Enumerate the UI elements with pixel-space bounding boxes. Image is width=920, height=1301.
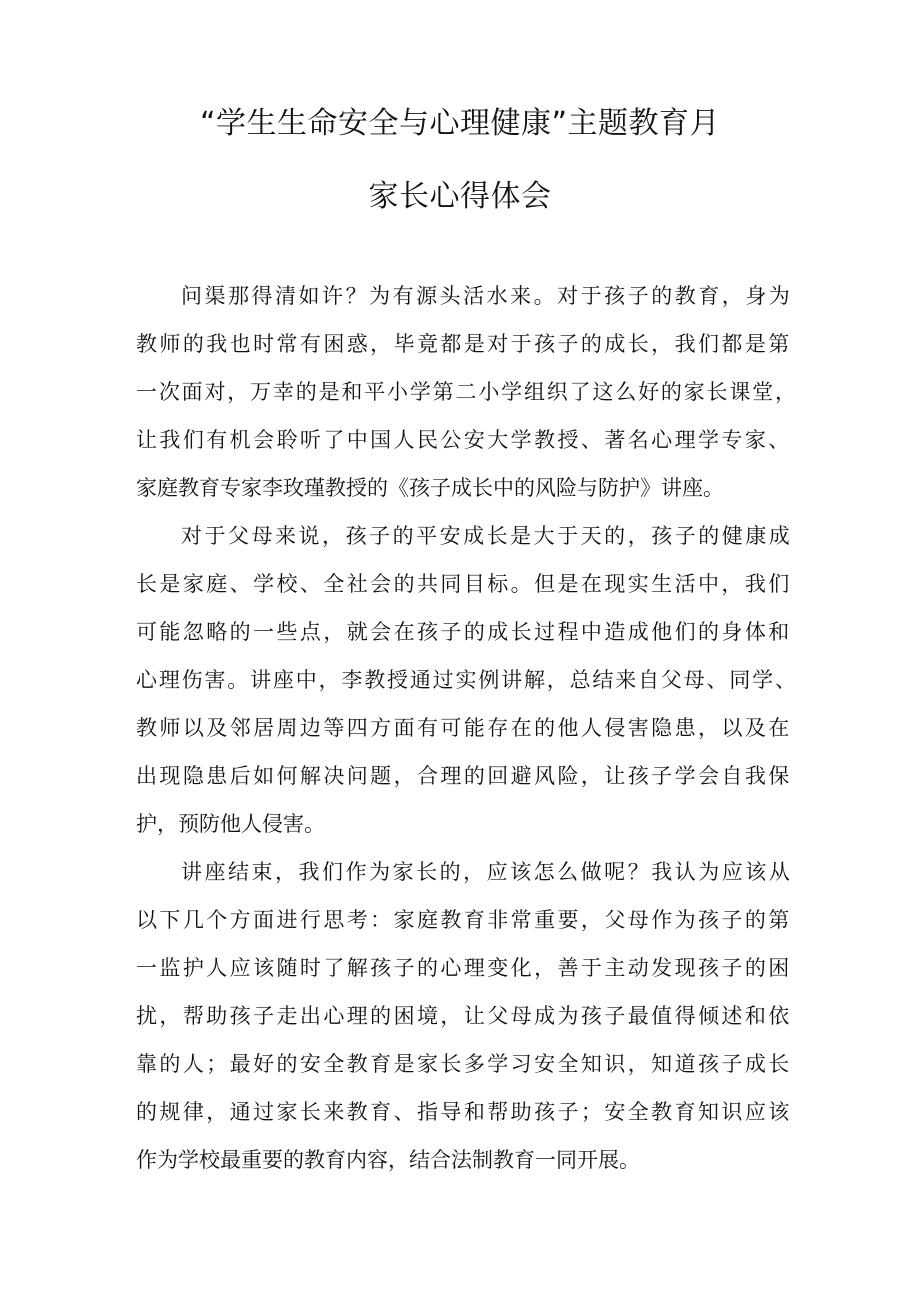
paragraph-2-line-3: 可能忽略的一些点，就会在孩子的成长过程中造成他们的身体和 (136, 620, 792, 644)
paragraph-1-line-4: 让我们有机会聆听了中国人民公安大学教授、著名心理学专家、 (136, 428, 792, 452)
document-title-line-2: 家长心得体会 (368, 179, 552, 214)
paragraph-2-line-1: 对于父母来说，孩子的平安成长是大于天的，孩子的健康成 (181, 524, 793, 548)
paragraph-3-line-5: 靠的人；最好的安全教育是家长多学习安全知识，知道孩子成长 (136, 1052, 792, 1076)
paragraph-3-line-6: 的规律，通过家长来教育、指导和帮助孩子；安全教育知识应该 (136, 1100, 792, 1124)
document-title-line-1: “学生生命安全与心理健康”主题教育月 (199, 106, 721, 141)
paragraph-2-line-7: 护，预防他人侵害。 (136, 812, 325, 836)
paragraph-2-line-2: 长是家庭、学校、全社会的共同目标。但是在现实生活中，我们 (136, 572, 792, 596)
paragraph-2-line-4: 心理伤害。讲座中，李教授通过实例讲解，总结来自父母、同学、 (136, 668, 798, 692)
paragraph-2-line-5: 教师以及邻居周边等四方面有可能存在的他人侵害隐患，以及在 (136, 716, 792, 740)
paragraph-3-line-3: 一监护人应该随时了解孩子的心理变化，善于主动发现孩子的困 (136, 956, 792, 980)
paragraph-1-line-5: 家庭教育专家李玫瑾教授的《孩子成长中的风险与防护》讲座。 (136, 476, 724, 500)
paragraph-3-line-1: 讲座结束，我们作为家长的，应该怎么做呢？我认为应该从 (181, 860, 793, 884)
paragraph-3-line-4: 扰，帮助孩子走出心理的困境，让父母成为孩子最值得倾述和依 (136, 1004, 792, 1028)
paragraph-2-line-6: 出现隐患后如何解决问题，合理的回避风险，让孩子学会自我保 (136, 764, 792, 788)
paragraph-1-line-2: 教师的我也时常有困惑，毕竟都是对于孩子的成长，我们都是第 (136, 332, 792, 356)
paragraph-1-line-3: 一次面对，万幸的是和平小学第二小学组织了这么好的家长课堂， (136, 380, 798, 404)
paragraph-3-line-2: 以下几个方面进行思考：家庭教育非常重要，父母作为孩子的第 (136, 908, 792, 932)
paragraph-3-line-7: 作为学校最重要的教育内容，结合法制教育一同开展。 (136, 1148, 640, 1172)
paragraph-1-line-1: 问渠那得清如许？为有源头活水来。对于孩子的教育，身为 (181, 284, 793, 308)
